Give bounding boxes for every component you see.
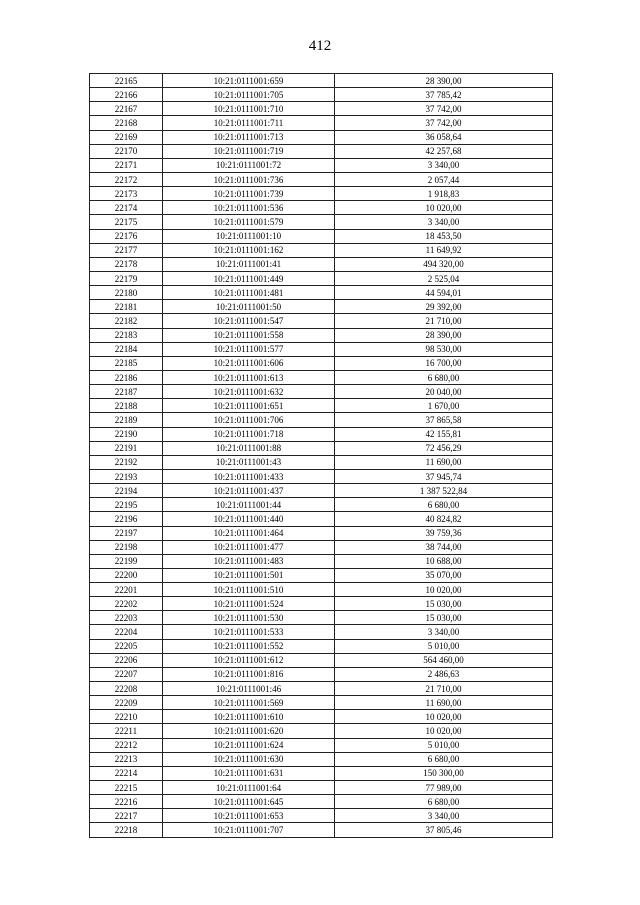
cadastral-number-cell: 10:21:0111001:510 — [163, 583, 335, 597]
cadastral-value-cell: 20 040,00 — [335, 385, 553, 399]
cadastral-value-cell: 36 058,64 — [335, 130, 553, 144]
cadastral-number-cell: 10:21:0111001:481 — [163, 286, 335, 300]
row-number-cell: 22177 — [90, 243, 163, 257]
row-number-cell: 22166 — [90, 88, 163, 102]
row-number-cell: 22182 — [90, 314, 163, 328]
row-number-cell: 22193 — [90, 469, 163, 483]
row-number-cell: 22199 — [90, 554, 163, 568]
cadastral-value-cell: 37 865,58 — [335, 413, 553, 427]
cadastral-value-cell: 98 530,00 — [335, 342, 553, 356]
cadastral-value-cell: 29 392,00 — [335, 300, 553, 314]
row-number-cell: 22190 — [90, 427, 163, 441]
page-number: 412 — [308, 38, 332, 54]
cadastral-number-cell: 10:21:0111001:739 — [163, 187, 335, 201]
row-number-cell: 22175 — [90, 215, 163, 229]
cadastral-value-cell: 2 486,63 — [335, 667, 553, 681]
cadastral-value-cell: 37 945,74 — [335, 469, 553, 483]
table-row — [90, 667, 553, 681]
cadastral-value-cell: 5 010,00 — [335, 639, 553, 653]
table-row — [90, 356, 553, 370]
row-number-cell: 22165 — [90, 74, 163, 88]
cadastral-value-cell: 3 340,00 — [335, 215, 553, 229]
cadastral-number-cell: 10:21:0111001:162 — [163, 243, 335, 257]
cadastral-value-cell: 150 300,00 — [335, 766, 553, 780]
table-row — [90, 823, 553, 837]
table-row — [90, 639, 553, 653]
cadastral-value-cell: 11 690,00 — [335, 455, 553, 469]
table-row — [90, 512, 553, 526]
cadastral-value-cell: 15 030,00 — [335, 597, 553, 611]
table-row — [90, 144, 553, 158]
cadastral-number-cell: 10:21:0111001:10 — [163, 229, 335, 243]
row-number-cell: 22173 — [90, 187, 163, 201]
cadastral-value-cell: 6 680,00 — [335, 498, 553, 512]
cadastral-value-cell: 28 390,00 — [335, 74, 553, 88]
cadastral-number-cell: 10:21:0111001:718 — [163, 427, 335, 441]
table-row — [90, 399, 553, 413]
cadastral-value-cell: 37 785,42 — [335, 88, 553, 102]
row-number-cell: 22203 — [90, 611, 163, 625]
row-number-cell: 22185 — [90, 356, 163, 370]
table-row — [90, 752, 553, 766]
table-row — [90, 130, 553, 144]
cadastral-value-cell: 40 824,82 — [335, 512, 553, 526]
cadastral-number-cell: 10:21:0111001:579 — [163, 215, 335, 229]
table-row — [90, 243, 553, 257]
table-row — [90, 229, 553, 243]
cadastral-value-cell: 1 387 522,84 — [335, 484, 553, 498]
cadastral-number-cell: 10:21:0111001:41 — [163, 257, 335, 271]
cadastral-value-cell: 564 460,00 — [335, 653, 553, 667]
table-row — [90, 724, 553, 738]
table-row — [90, 710, 553, 724]
row-number-cell: 22188 — [90, 399, 163, 413]
table-row — [90, 540, 553, 554]
cadastral-number-cell: 10:21:0111001:477 — [163, 540, 335, 554]
table-row — [90, 696, 553, 710]
cadastral-number-cell: 10:21:0111001:547 — [163, 314, 335, 328]
row-number-cell: 22216 — [90, 795, 163, 809]
cadastral-value-cell: 11 649,92 — [335, 243, 553, 257]
cadastral-number-cell: 10:21:0111001:88 — [163, 441, 335, 455]
cadastral-number-cell: 10:21:0111001:72 — [163, 158, 335, 172]
table-row — [90, 215, 553, 229]
cadastral-number-cell: 10:21:0111001:524 — [163, 597, 335, 611]
cadastral-value-cell: 10 020,00 — [335, 201, 553, 215]
cadastral-value-cell: 3 340,00 — [335, 158, 553, 172]
cadastral-number-cell: 10:21:0111001:624 — [163, 738, 335, 752]
table-row — [90, 300, 553, 314]
row-number-cell: 22212 — [90, 738, 163, 752]
row-number-cell: 22183 — [90, 328, 163, 342]
cadastral-number-cell: 10:21:0111001:630 — [163, 752, 335, 766]
cadastral-value-cell: 72 456,29 — [335, 441, 553, 455]
cadastral-number-cell: 10:21:0111001:736 — [163, 172, 335, 186]
cadastral-number-cell: 10:21:0111001:710 — [163, 102, 335, 116]
row-number-cell: 22210 — [90, 710, 163, 724]
cadastral-number-cell: 10:21:0111001:719 — [163, 144, 335, 158]
cadastral-number-cell: 10:21:0111001:711 — [163, 116, 335, 130]
cadastral-number-cell: 10:21:0111001:653 — [163, 809, 335, 823]
cadastral-value-cell: 10 020,00 — [335, 710, 553, 724]
cadastral-number-cell: 10:21:0111001:464 — [163, 526, 335, 540]
row-number-cell: 22202 — [90, 597, 163, 611]
cadastral-value-cell: 35 070,00 — [335, 568, 553, 582]
table-row — [90, 554, 553, 568]
cadastral-number-cell: 10:21:0111001:706 — [163, 413, 335, 427]
cadastral-value-cell: 37 742,00 — [335, 116, 553, 130]
cadastral-number-cell: 10:21:0111001:44 — [163, 498, 335, 512]
table-row — [90, 781, 553, 795]
cadastral-value-cell: 37 742,00 — [335, 102, 553, 116]
table-row — [90, 74, 553, 88]
cadastral-value-cell: 77 989,00 — [335, 781, 553, 795]
table-row — [90, 370, 553, 384]
cadastral-number-cell: 10:21:0111001:536 — [163, 201, 335, 215]
table-row — [90, 738, 553, 752]
cadastral-value-cell: 21 710,00 — [335, 314, 553, 328]
table-row — [90, 271, 553, 285]
cadastral-value-cell: 3 340,00 — [335, 625, 553, 639]
table-row — [90, 795, 553, 809]
cadastral-number-cell: 10:21:0111001:577 — [163, 342, 335, 356]
row-number-cell: 22211 — [90, 724, 163, 738]
row-number-cell: 22201 — [90, 583, 163, 597]
row-number-cell: 22214 — [90, 766, 163, 780]
cadastral-value-cell: 2 057,44 — [335, 172, 553, 186]
row-number-cell: 22191 — [90, 441, 163, 455]
cadastral-value-cell: 28 390,00 — [335, 328, 553, 342]
table-row — [90, 116, 553, 130]
cadastral-number-cell: 10:21:0111001:631 — [163, 766, 335, 780]
cadastral-number-cell: 10:21:0111001:43 — [163, 455, 335, 469]
row-number-cell: 22184 — [90, 342, 163, 356]
cadastral-value-cell: 42 155,81 — [335, 427, 553, 441]
cadastral-value-cell: 6 680,00 — [335, 795, 553, 809]
cadastral-number-cell: 10:21:0111001:483 — [163, 554, 335, 568]
row-number-cell: 22197 — [90, 526, 163, 540]
cadastral-number-cell: 10:21:0111001:816 — [163, 667, 335, 681]
table-row — [90, 342, 553, 356]
cadastral-number-cell: 10:21:0111001:612 — [163, 653, 335, 667]
cadastral-value-cell: 10 020,00 — [335, 724, 553, 738]
row-number-cell: 22186 — [90, 370, 163, 384]
cadastral-number-cell: 10:21:0111001:558 — [163, 328, 335, 342]
row-number-cell: 22187 — [90, 385, 163, 399]
row-number-cell: 22209 — [90, 696, 163, 710]
cadastral-value-cell: 11 690,00 — [335, 696, 553, 710]
row-number-cell: 22192 — [90, 455, 163, 469]
row-number-cell: 22169 — [90, 130, 163, 144]
table-row — [90, 526, 553, 540]
cadastral-number-cell: 10:21:0111001:651 — [163, 399, 335, 413]
table-row — [90, 484, 553, 498]
row-number-cell: 22196 — [90, 512, 163, 526]
row-number-cell: 22198 — [90, 540, 163, 554]
row-number-cell: 22170 — [90, 144, 163, 158]
row-number-cell: 22174 — [90, 201, 163, 215]
row-number-cell: 22215 — [90, 781, 163, 795]
table-row — [90, 328, 553, 342]
cadastral-value-cell: 1 918,83 — [335, 187, 553, 201]
cadastral-value-cell: 6 680,00 — [335, 370, 553, 384]
table-row — [90, 201, 553, 215]
cadastral-number-cell: 10:21:0111001:50 — [163, 300, 335, 314]
cadastral-number-cell: 10:21:0111001:713 — [163, 130, 335, 144]
cadastral-number-cell: 10:21:0111001:705 — [163, 88, 335, 102]
table-row — [90, 385, 553, 399]
row-number-cell: 22206 — [90, 653, 163, 667]
row-number-cell: 22213 — [90, 752, 163, 766]
table-row — [90, 257, 553, 271]
cadastral-number-cell: 10:21:0111001:569 — [163, 696, 335, 710]
cadastral-value-cell: 44 594,01 — [335, 286, 553, 300]
cadastral-value-cell: 6 680,00 — [335, 752, 553, 766]
row-number-cell: 22180 — [90, 286, 163, 300]
cadastral-value-cell: 3 340,00 — [335, 809, 553, 823]
table-row — [90, 568, 553, 582]
row-number-cell: 22217 — [90, 809, 163, 823]
cadastral-value-cell: 37 805,46 — [335, 823, 553, 837]
row-number-cell: 22200 — [90, 568, 163, 582]
row-number-cell: 22204 — [90, 625, 163, 639]
row-number-cell: 22205 — [90, 639, 163, 653]
table-row — [90, 102, 553, 116]
cadastral-value-cell: 39 759,36 — [335, 526, 553, 540]
cadastral-number-cell: 10:21:0111001:606 — [163, 356, 335, 370]
cadastral-value-cell: 2 525,04 — [335, 271, 553, 285]
table-row — [90, 766, 553, 780]
cadastral-number-cell: 10:21:0111001:437 — [163, 484, 335, 498]
row-number-cell: 22189 — [90, 413, 163, 427]
cadastral-number-cell: 10:21:0111001:552 — [163, 639, 335, 653]
cadastral-number-cell: 10:21:0111001:501 — [163, 568, 335, 582]
cadastral-number-cell: 10:21:0111001:659 — [163, 74, 335, 88]
row-number-cell: 22181 — [90, 300, 163, 314]
table-row — [90, 809, 553, 823]
row-number-cell: 22194 — [90, 484, 163, 498]
row-number-cell: 22176 — [90, 229, 163, 243]
cadastral-value-cell: 5 010,00 — [335, 738, 553, 752]
cadastral-number-cell: 10:21:0111001:433 — [163, 469, 335, 483]
cadastral-value-cell: 42 257,68 — [335, 144, 553, 158]
row-number-cell: 22171 — [90, 158, 163, 172]
cadastral-number-cell: 10:21:0111001:620 — [163, 724, 335, 738]
cadastral-number-cell: 10:21:0111001:613 — [163, 370, 335, 384]
table-row — [90, 469, 553, 483]
table-row — [90, 583, 553, 597]
row-number-cell: 22195 — [90, 498, 163, 512]
table-row — [90, 314, 553, 328]
table-row — [90, 441, 553, 455]
row-number-cell: 22208 — [90, 682, 163, 696]
cadastral-value-cell: 10 020,00 — [335, 583, 553, 597]
cadastral-number-cell: 10:21:0111001:533 — [163, 625, 335, 639]
table-row — [90, 455, 553, 469]
table-row — [90, 427, 553, 441]
table-row — [90, 682, 553, 696]
table-body — [90, 74, 553, 838]
table-row — [90, 611, 553, 625]
row-number-cell: 22179 — [90, 271, 163, 285]
table-row — [90, 286, 553, 300]
row-number-cell: 22178 — [90, 257, 163, 271]
table-row — [90, 88, 553, 102]
cadastral-value-table — [89, 73, 553, 838]
row-number-cell: 22172 — [90, 172, 163, 186]
table-row — [90, 158, 553, 172]
cadastral-number-cell: 10:21:0111001:707 — [163, 823, 335, 837]
cadastral-number-cell: 10:21:0111001:530 — [163, 611, 335, 625]
cadastral-value-cell: 15 030,00 — [335, 611, 553, 625]
cadastral-number-cell: 10:21:0111001:440 — [163, 512, 335, 526]
table-row — [90, 187, 553, 201]
cadastral-value-cell: 10 688,00 — [335, 554, 553, 568]
row-number-cell: 22168 — [90, 116, 163, 130]
cadastral-number-cell: 10:21:0111001:64 — [163, 781, 335, 795]
cadastral-number-cell: 10:21:0111001:632 — [163, 385, 335, 399]
cadastral-number-cell: 10:21:0111001:449 — [163, 271, 335, 285]
cadastral-number-cell: 10:21:0111001:46 — [163, 682, 335, 696]
cadastral-value-cell: 494 320,00 — [335, 257, 553, 271]
row-number-cell: 22218 — [90, 823, 163, 837]
cadastral-value-cell: 38 744,00 — [335, 540, 553, 554]
table-row — [90, 498, 553, 512]
table-row — [90, 653, 553, 667]
cadastral-number-cell: 10:21:0111001:610 — [163, 710, 335, 724]
row-number-cell: 22167 — [90, 102, 163, 116]
table-row — [90, 413, 553, 427]
table-row — [90, 625, 553, 639]
table-row — [90, 597, 553, 611]
cadastral-value-cell: 1 670,00 — [335, 399, 553, 413]
row-number-cell: 22207 — [90, 667, 163, 681]
table-row — [90, 172, 553, 186]
cadastral-value-cell: 18 453,50 — [335, 229, 553, 243]
cadastral-value-cell: 21 710,00 — [335, 682, 553, 696]
cadastral-value-cell: 16 700,00 — [335, 356, 553, 370]
cadastral-number-cell: 10:21:0111001:645 — [163, 795, 335, 809]
